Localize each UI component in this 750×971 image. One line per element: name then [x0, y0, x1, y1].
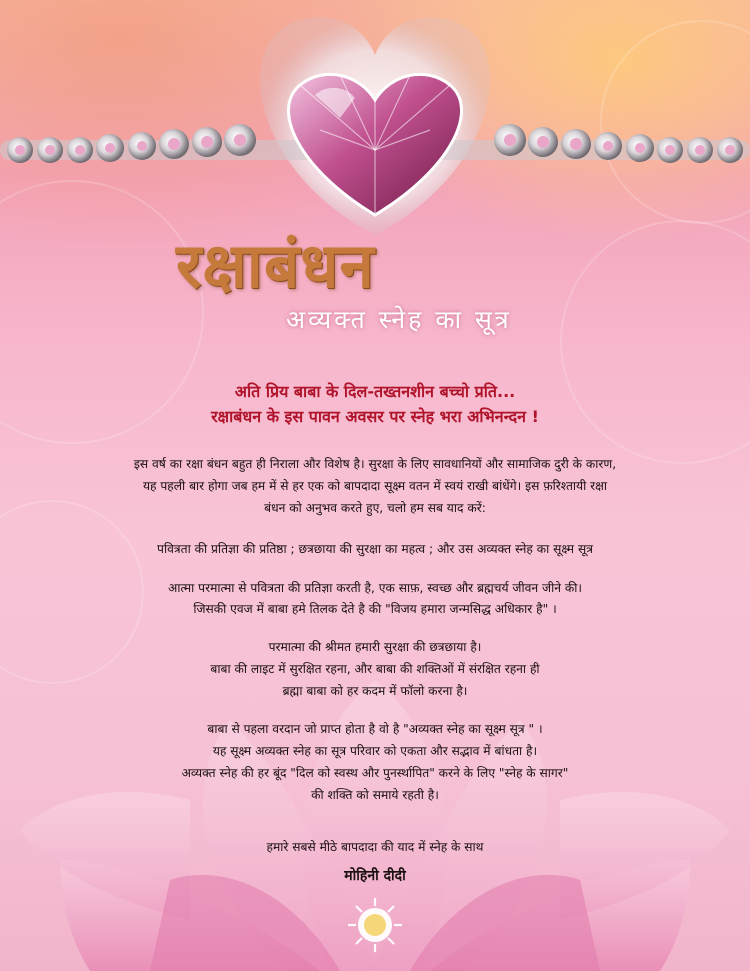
paragraph-2 [0, 538, 750, 560]
greeting-line-2: रक्षाबंधन के इस पावन अवसर पर स्नेह भरा अभिनन्दन ! [211, 407, 539, 426]
paragraph-line: यह सूक्ष्म अव्यक्त स्नेह का सूत्र परिवार को एकता और सद्भाव में बांधता है। [212, 744, 538, 758]
closing-line: हमारे सबसे मीठे बापदादा की याद में स्नेह के साथ [266, 840, 484, 854]
greeting-line-1: अति प्रिय बाबा के दिल-तख्तनशीन बच्चो प्रति... [234, 382, 516, 401]
paragraph-line: ब्रह्मा बाबा को हर कदम में फॉलो करना है। [282, 684, 468, 698]
paragraph-3 [0, 578, 750, 620]
title-block [176, 222, 516, 332]
paragraph-line: बंधन को अनुभव करते हुए, चलो हम सब याद करें: [264, 501, 486, 515]
paragraph-4 [0, 636, 750, 702]
paragraph-line: इस वर्ष का रक्षा बंधन बहुत ही निराला और विशेष है। सुरक्षा के लिए सावधानियों और सामाजिक दुरी के कारण, [133, 457, 617, 471]
paragraph-1 [0, 453, 750, 519]
page-title: रक्षाबंधन [176, 229, 375, 302]
paragraph-line: यह पहली बार होगा जब हम में से हर एक को बापदादा सूक्ष्म वतन में स्वयं राखी बांधेंगे। इस फ़रिश्तायी रक्षा [142, 479, 608, 493]
paragraph-line: आत्मा परमात्मा से पवित्रता की प्रतिज्ञा करती है, एक साफ़, स्वच्छ और ब्रह्मचर्य जीवन जीने की। [167, 581, 583, 595]
paragraph-5 [0, 718, 750, 806]
paragraph-line: पवित्रता की प्रतिज्ञा की प्रतिष्ठा ; छत्रछाया की सुरक्षा का महत्व ; और उस अव्यक्त स्नेह का सूक्ष्म सूत्र [157, 542, 593, 556]
paragraph-line: जिसकी एवज में बाबा हमे तिलक देते है की "विजय हमारा जन्मसिद्ध अधिकार है" । [193, 602, 557, 616]
paragraph-line: बाबा से पहला वरदान जो प्राप्त होता है वो है "अव्यक्त स्नेह का सूक्ष्म सूत्र " । [207, 722, 543, 736]
paragraph-line: बाबा की लाइट में सुरक्षित रहना, और बाबा की शक्तिओं में संरक्षित रहना ही [210, 662, 540, 676]
page-subtitle: अव्यक्त स्नेह का सूत्र [286, 305, 512, 334]
signature: मोहिनी दीदी [344, 868, 406, 884]
rakhi-heart-gem-icon [0, 0, 750, 260]
paragraph-line: की शक्ति को समाये रहती है। [311, 788, 439, 802]
paragraph-line: परमात्मा की श्रीमत हमारी सुरक्षा की छत्रछाया है। [268, 640, 482, 654]
paragraph-line: अव्यक्त स्नेह की हर बूंद "दिल को स्वस्थ और पुनर्स्थापित" करने के लिए "स्नेह के सागर" [181, 766, 569, 780]
